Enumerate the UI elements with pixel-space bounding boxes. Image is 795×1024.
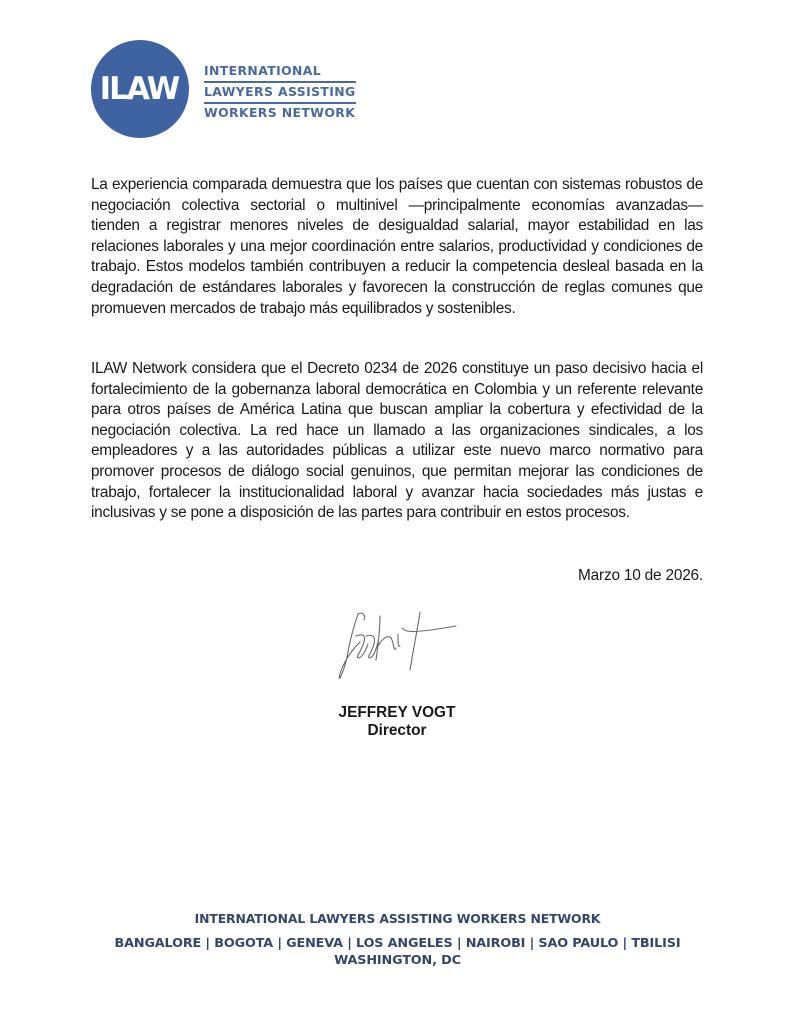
signer-name: JEFFREY VOGT [338, 704, 456, 721]
footer-cities-line-2: WASHINGTON, DC [334, 952, 461, 968]
wordmark-line-3: WORKERS NETWORK [204, 105, 356, 120]
logo-monogram: ILAW [99, 71, 179, 107]
signer-title: Director [367, 722, 427, 739]
wordmark-line-1: INTERNATIONAL [204, 63, 322, 78]
footer-organization: INTERNATIONAL LAWYERS ASSISTING WORKERS NETWORK [194, 911, 601, 926]
signer-block [297, 704, 497, 740]
letter-date: Marzo 10 de 2026. [578, 567, 703, 584]
footer-cities-line-1: BANGALORE | BOGOTA | GENEVA | LOS ANGELES | NAIROBI | SAO PAULO | TBILISI [114, 936, 681, 951]
ilaw-logo [91, 40, 189, 138]
body-paragraph-1: La experiencia comparada demuestra que los países que cuentan con sistemas robustos de negociación colectiva sectorial o multinivel —principalmente economías avanzadas— tienden a registrar menores niveles de desigualdad salarial, mayor estabilidad en las relaciones laborales y una mejor coordinación entre salarios, productividad y condiciones de trabajo. Estos modelos también contribuyen a reducir la competencia desleal basada en la degradación de estándares laborales y favorecen la construcción de reglas comunes que promueven mercados de trabajo más equilibrados y sostenibles. [91, 176, 703, 317]
wordmark-line-2: LAWYERS ASSISTING [204, 84, 356, 99]
body-paragraph-2: ILAW Network considera que el Decreto 0234 de 2026 constituye un paso decisivo hacia el fortalecimiento de la gobernanza laboral democrática en Colombia y un referente relevante para otros países de América Latina que buscan ampliar la cobertura y efectividad de la negociación colectiva. La red hace un llamado a las organizaciones sindicales, a los empleadores y a las autoridades públicas a utilizar este nuevo marco normativo para promover procesos de diálogo social genuinos, que permitan mejorar las condiciones de trabajo, fortalecer la institucionalidad laboral y avanzar hacia sociedades más justas e inclusivas y se pone a disposición de las partes para contribuir en estos procesos. [91, 360, 703, 522]
footer-offices [0, 936, 795, 969]
logo-wordmark [204, 62, 356, 123]
handwritten-signature [336, 606, 461, 684]
